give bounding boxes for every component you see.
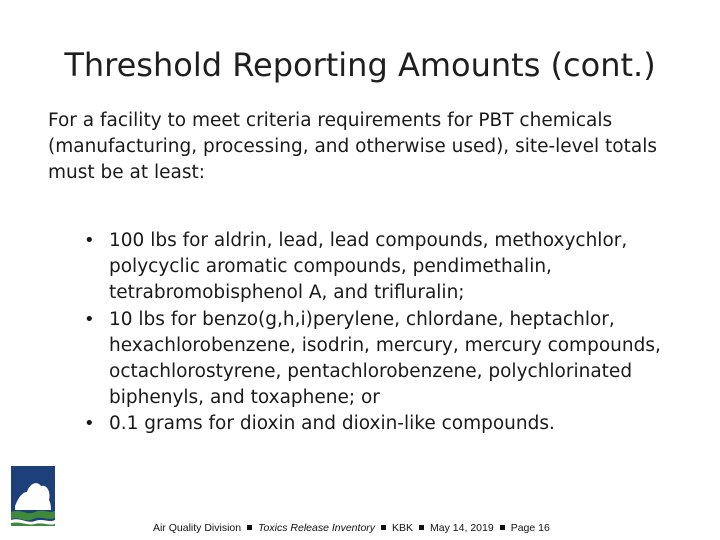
- slide-footer: [153, 522, 673, 534]
- bullet-list: [82, 228, 692, 438]
- footer-initials: KBK: [392, 522, 414, 534]
- slide-title: Threshold Reporting Amounts (cont.): [64, 46, 656, 84]
- footer-separator: [419, 525, 424, 530]
- bullet-marker: •: [84, 413, 95, 435]
- agency-logo-icon: [11, 466, 55, 526]
- intro-paragraph: For a facility to meet criteria requirements for PBT chemicals (manufacturing, processing, and otherwise used), site-level totals must be at least:: [48, 110, 657, 183]
- bullet-text: 0.1 grams for dioxin and dioxin-like compounds.: [109, 413, 555, 435]
- footer-page: Page 16: [510, 522, 550, 534]
- bullet-marker: •: [84, 308, 95, 330]
- footer-separator: [500, 525, 505, 530]
- footer-division: Air Quality Division: [153, 522, 242, 534]
- bullet-text: 10 lbs for benzo(g,h,i)perylene, chlordane, heptachlor, hexachlorobenzene, isodrin, mercury, mercury compounds, octachlorostyrene, pentachlorobenzene, polychlorinated biphenyls, and toxaphene; or: [109, 308, 661, 409]
- list-item: [82, 228, 692, 307]
- footer-separator: [247, 525, 252, 530]
- footer-program: Toxics Release Inventory: [258, 522, 376, 534]
- list-item: [82, 411, 692, 437]
- footer-separator: [381, 525, 386, 530]
- footer-date: May 14, 2019: [430, 522, 494, 534]
- list-item: [82, 307, 692, 412]
- bullet-marker: •: [84, 230, 95, 251]
- bullet-text: 100 lbs for aldrin, lead, lead compounds, methoxychlor, polycyclic aromatic compounds, pendimethalin, tetrabromobisphenol A, and trifluralin;: [109, 230, 628, 304]
